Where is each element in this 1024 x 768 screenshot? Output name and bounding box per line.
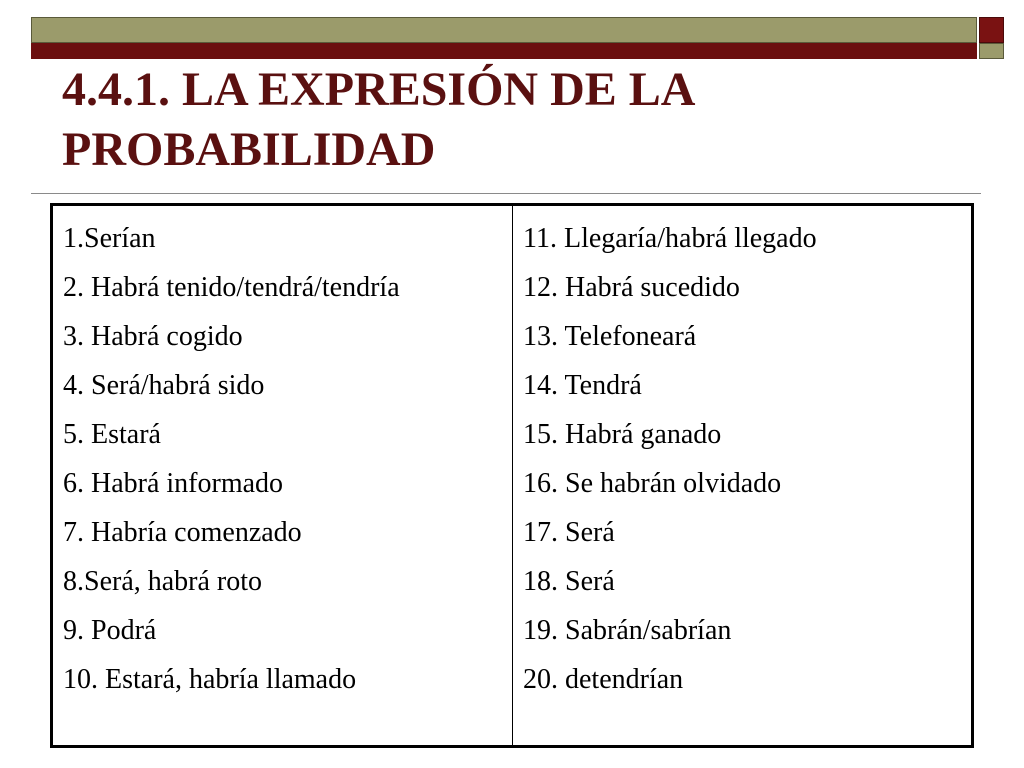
answer-item: 10. Estará, habría llamado <box>63 664 357 695</box>
answers-table <box>50 203 974 748</box>
answer-item: 9. Podrá <box>63 615 157 646</box>
decorative-corner-square-lower <box>979 43 1004 59</box>
decorative-top-bar <box>31 17 977 43</box>
slide-title: 4.4.1. LA EXPRESIÓN DE LA PROBABILIDAD <box>62 63 693 176</box>
answer-item: 7. Habría comenzado <box>63 517 302 548</box>
decorative-accent-bar <box>31 43 977 59</box>
title-divider <box>31 193 981 194</box>
answer-item: 8.Será, habrá roto <box>63 566 263 597</box>
answer-item: 5. Estará <box>63 419 161 450</box>
answer-item: 14. Tendrá <box>523 370 642 401</box>
answer-item: 2. Habrá tenido/tendrá/tendría <box>63 272 400 303</box>
answers-column-right <box>513 206 971 745</box>
answer-item: 11. Llegaría/habrá llegado <box>523 223 817 254</box>
answer-item: 18. Será <box>523 566 615 597</box>
decorative-corner-square <box>979 17 1004 43</box>
answer-item: 15. Habrá ganado <box>523 419 722 450</box>
answers-column-left <box>53 206 513 745</box>
answer-item: 1.Serían <box>63 223 156 254</box>
answer-item: 19. Sabrán/sabrían <box>523 615 732 646</box>
answer-item: 13. Telefoneará <box>523 321 697 352</box>
answer-item: 16. Se habrán olvidado <box>523 468 782 499</box>
answer-item: 17. Será <box>523 517 615 548</box>
answer-item: 12. Habrá sucedido <box>523 272 740 303</box>
answer-item: 20. detendrían <box>523 664 684 695</box>
answer-item: 6. Habrá informado <box>63 468 284 499</box>
answer-item: 3. Habrá cogido <box>63 321 243 352</box>
answer-item: 4. Será/habrá sido <box>63 370 265 401</box>
